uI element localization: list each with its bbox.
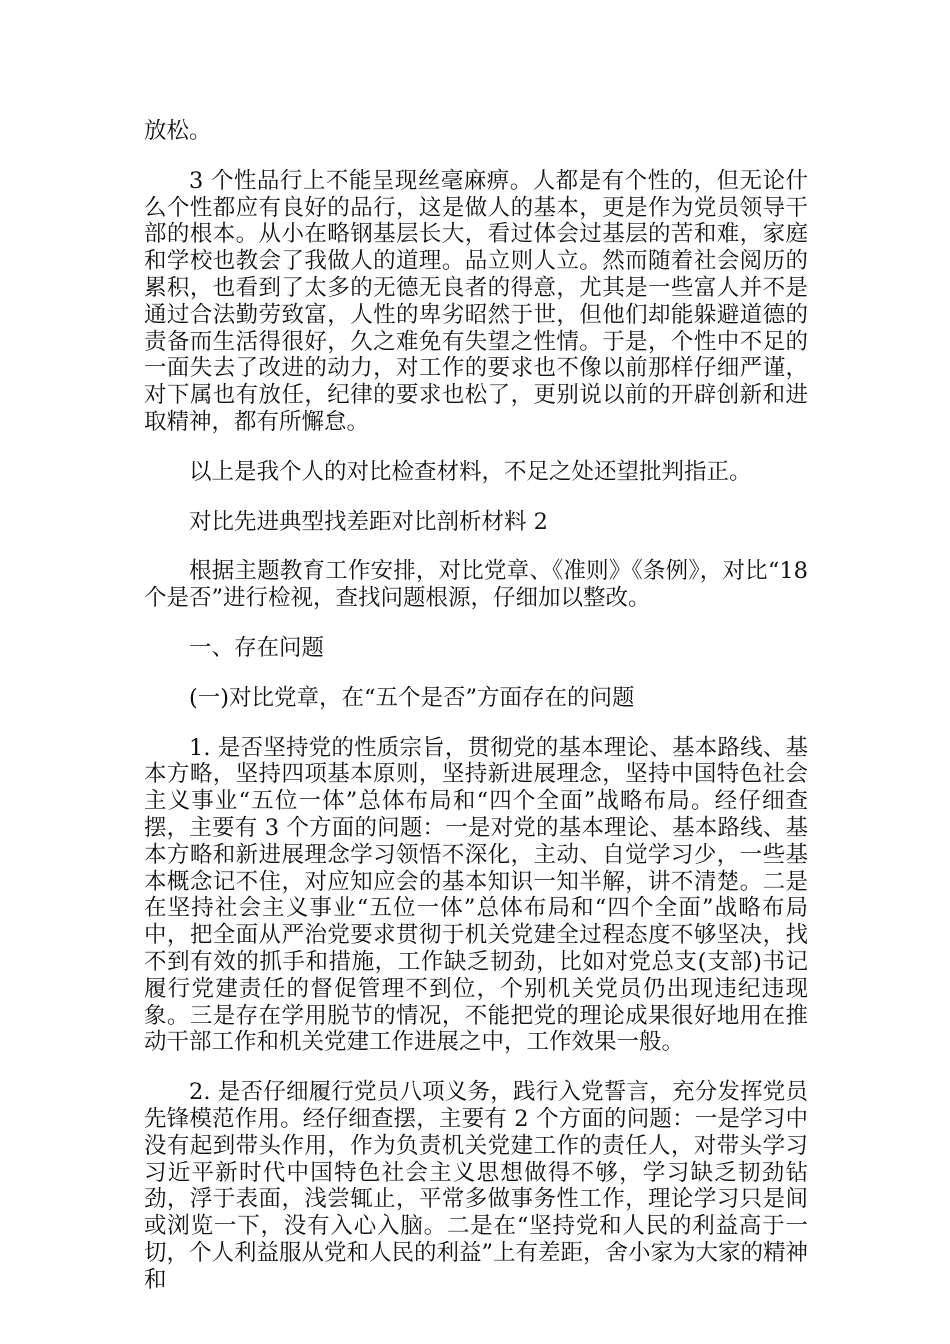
paragraph-conclusion: 以上是我个人的对比检查材料，不足之处还望批判指正。 [189,458,752,485]
heading-existing-problems: 一、存在问题 [189,634,325,661]
document-body [144,118,808,1316]
paragraph-personality-conduct: 3 个性品行上不能呈现丝毫麻痹。人都是有个性的，但无论什么个性都应有良好的品行，这是做人的基本，更是作为党员领导干部的根本。从小在略钢基层长大，看过体会过基层的苦和难，家庭和学校也教会了我做人的道理。品立则人立。然而随着社会阅历的累积，也看到了太多的无德无良者的得意，尤其是一些富人并不是通过合法勤劳致富，人性的卑劣昭然于世，但他们却能躲避道德的责备而生活得很好，久之难免有失望之性情。于是，个性中不足的一面失去了改进的动力，对工作的要求也不像以前那样仔细严谨，对下属也有放任，纪律的要求也松了，更别说以前的开辟创新和进取精神，都有所懈怠。 [144,167,808,435]
paragraph-item-2: 2. 是否仔细履行党员八项义务，践行入党誓言，充分发挥党员先锋模范作用。经仔细查摆，主要有 2 个方面的问题：一是学习中没有起到带头作用，作为负责机关党建工作的责任人，对带头学习习近平新时代中国特色社会主义思想做得不够，学习缺乏韧劲钻劲，浮于表面，浅尝辄止，平常多做事务性工作，理论学习只是间或浏览一下，没有入心入脑。二是在“坚持党和人民的利益高于一切，个人利益服从党和人民的利益”上有差距，舍小家为大家的精神和 [144,1079,809,1293]
subheading-party-constitution: (一)对比党章，在“五个是否”方面存在的问题 [189,684,635,711]
paragraph-introduction: 根据主题教育工作安排，对比党章、《准则》《条例》，对比“18 个是否”进行检视，查找问题根源，仔细加以整改。 [144,558,808,612]
paragraph-continuation: 放松。 [144,118,212,144]
paragraph-item-1: 1. 是否坚持党的性质宗旨，贯彻党的基本理论、基本路线、基本方略，坚持四项基本原则，坚持新进展理念，坚持中国特色社会主义事业“五位一体”总体布局和“四个全面”战略布局。经仔细查摆，主要有 3 个方面的问题：一是对党的基本理论、基本路线、基本方略和新进展理念学习领悟不深化，主动、自觉学习少，一些基本概念记不住，对应知应会的基本知识一知半解，讲不清楚。二是在坚持社会主义事业“五位一体”总体布局和“四个全面”战略布局中，把全面从严治党要求贯彻于机关党建全过程态度不够坚决，找不到有效的抓手和措施，工作缺乏韧劲，比如对党总支(支部)书记履行党建责任的督促管理不到位，个别机关党员仍出现违纪违现象。三是存在学用脱节的情况，不能把党的理论成果很好地用在推动干部工作和机关党建工作进展之中，工作效果一般。 [144,734,808,1056]
section-title-material-2: 对比先进典型找差距对比剖析材料 2 [189,508,548,535]
